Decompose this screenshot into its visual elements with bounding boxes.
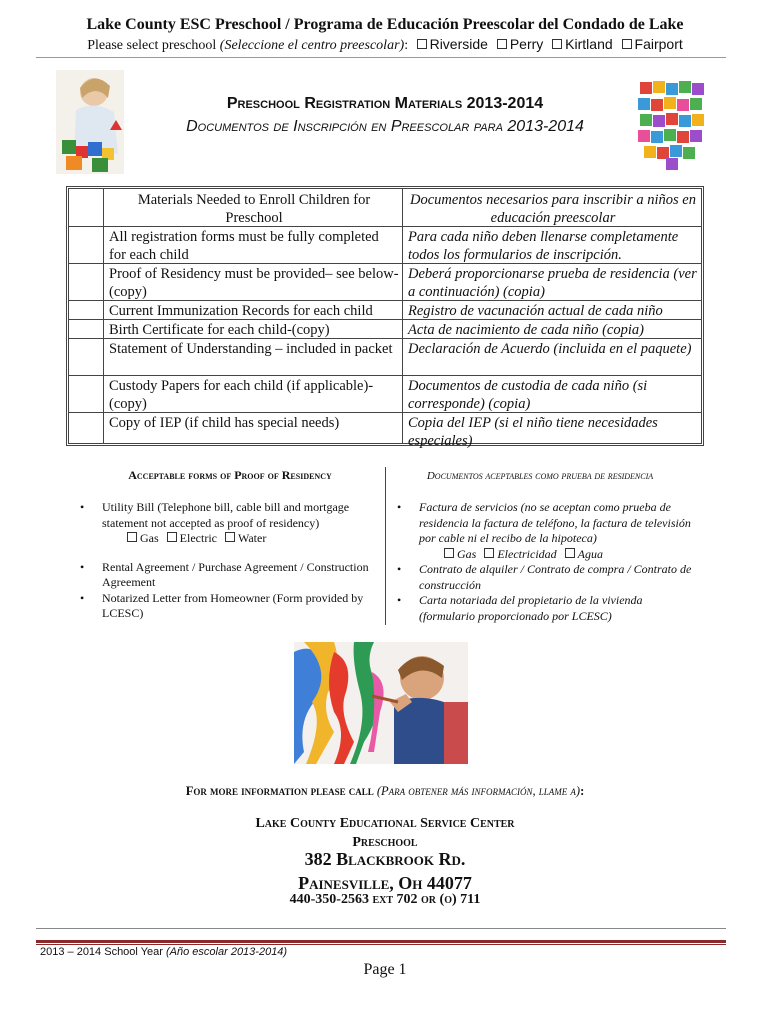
more-info-en: For more information please call — [185, 784, 377, 798]
proof-list-es — [397, 500, 697, 624]
option-kirtland: Kirtland — [565, 36, 613, 52]
table-row-en: Birth Certificate for each child-(copy) — [109, 322, 330, 338]
table-row-en: Custody Papers for each child (if applicable)-(copy) — [109, 378, 374, 413]
kirtland-checkbox[interactable] — [552, 39, 562, 49]
electric-checkbox[interactable] — [167, 532, 177, 542]
option-perry: Perry — [509, 36, 544, 52]
gas-checkbox[interactable] — [127, 532, 137, 542]
table-row-en: Current Immunization Records for each child — [109, 303, 373, 319]
table-row-en: Copy of IEP (if child has special needs) — [109, 415, 340, 431]
table-row-es: Copia del IEP (si el niño tiene necesidades especiales) — [408, 415, 658, 450]
option-riverside: Riverside — [429, 36, 488, 52]
select-label: Please select preschool — [87, 38, 220, 53]
page-title-es: Documentos de Inscripción en Preescolar para 2013-2014 — [186, 118, 584, 135]
table-row-es: Declaración de Acuerdo (incluida en el paquete) — [408, 341, 692, 357]
enrollment-requirements-table — [66, 186, 704, 450]
table-row-es: Acta de nacimiento de cada niño (copia) — [408, 322, 644, 338]
table-column-rule — [402, 189, 403, 443]
bullet-icon: • — [80, 590, 85, 605]
riverside-checkbox[interactable] — [417, 39, 427, 49]
proof-title-en: Acceptable forms of Proof of Residency — [128, 468, 332, 482]
table-row-es: Deberá proporcionarse prueba de residencia (ver a continuación) (copia) — [408, 266, 697, 301]
list-item: • Carta notariada del propietario de la vivienda (formulario proporcionado por LCESC) — [397, 593, 643, 623]
bullet-icon: • — [397, 500, 402, 514]
address-city: Painesville, Oh 44077 — [298, 873, 472, 893]
more-info-line — [0, 784, 770, 799]
proof-title-es: Documentos aceptables como prueba de residencia — [426, 470, 654, 482]
more-info-es: (Para obtener más información, llame a) — [376, 784, 581, 798]
proof-column-divider — [385, 467, 386, 625]
footer-thick-rule-lower — [36, 944, 726, 945]
list-item: • Utility Bill (Telephone bill, cable bill and mortgage statement not accepted as proof of residency) Gas Electric Water — [102, 500, 380, 547]
table-row-es: Para cada niño deben llenarse completamente todos los formularios de inscripción. — [408, 229, 679, 264]
page-title-en: Preschool Registration Materials 2013-2014 — [226, 95, 544, 112]
list-item: • Contrato de alquiler / Contrato de compra / Contrato de construcción — [397, 562, 692, 592]
list-item: • Notarized Letter from Homeowner (Form provided by LCESC) — [80, 590, 364, 620]
table-row-en: All registration forms must be fully completed for each child — [109, 229, 379, 264]
fairport-checkbox[interactable] — [622, 39, 632, 49]
preschool-select-line — [0, 36, 770, 54]
table-row-en: Proof of Residency must be provided– see below-(copy) — [109, 266, 399, 301]
bullet-icon: • — [80, 500, 85, 514]
water-checkbox[interactable] — [565, 548, 575, 558]
more-info-colon: : — [580, 784, 585, 798]
electricity-checkbox[interactable] — [484, 548, 494, 558]
phone-number: 440-350-2563 ext 702 or (o) 711 — [289, 892, 481, 907]
table-row-en: Statement of Understanding – included in packet — [109, 341, 393, 357]
child-with-blocks-photo — [56, 70, 124, 174]
proof-list-en — [80, 500, 380, 622]
gas-checkbox[interactable] — [444, 548, 454, 558]
utility-options-en: Gas Electric Water — [102, 531, 380, 547]
utility-options-es: Gas Electricidad Agua — [419, 547, 697, 563]
page-number: Page 1 — [363, 961, 407, 978]
option-fairport: Fairport — [634, 36, 683, 52]
header-divider — [36, 57, 726, 58]
footer-rule — [36, 928, 726, 929]
bullet-icon: • — [80, 559, 85, 574]
table-row-es: Documentos de custodia de cada niño (si corresponde) (copia) — [408, 378, 648, 413]
table-row-es: Registro de vacunación actual de cada niño — [408, 303, 663, 319]
list-item: • Factura de servicios (no se aceptan como prueba de residencia la factura de teléfono, la factura de televisión por cable ni el recibo de la hipoteca) Gas Electricidad Agua — [419, 500, 697, 562]
address-street: 382 Blackbrook Rd. — [304, 849, 466, 869]
perry-checkbox[interactable] — [497, 39, 507, 49]
table-row-rule — [69, 375, 701, 376]
select-colon: : — [404, 38, 409, 53]
list-item: • Rental Agreement / Purchase Agreement / Construction Agreement — [80, 559, 369, 589]
center-name-line2: Preschool — [352, 835, 418, 850]
footer-thick-rule — [36, 940, 726, 943]
table-column-rule — [103, 189, 104, 443]
child-painting-photo — [294, 642, 468, 764]
bullet-icon: • — [397, 562, 402, 576]
water-checkbox[interactable] — [225, 532, 235, 542]
document-header-title: Lake County ESC Preschool / Programa de Educación Preescolar del Condado de Lake — [86, 16, 684, 33]
footer-school-year: 2013 – 2014 School Year (Año escolar 2013-2014) — [40, 946, 288, 958]
table-header-en: Materials Needed to Enroll Children for Preschool — [137, 192, 371, 227]
select-label-es: (Seleccione el centro preescolar) — [219, 38, 405, 53]
table-header-es: Documentos necesarios para inscribir a niños en educación preescolar — [410, 192, 696, 227]
center-name-line1: Lake County Educational Service Center — [255, 816, 515, 831]
bullet-icon: • — [397, 593, 402, 607]
center-name — [0, 814, 770, 852]
